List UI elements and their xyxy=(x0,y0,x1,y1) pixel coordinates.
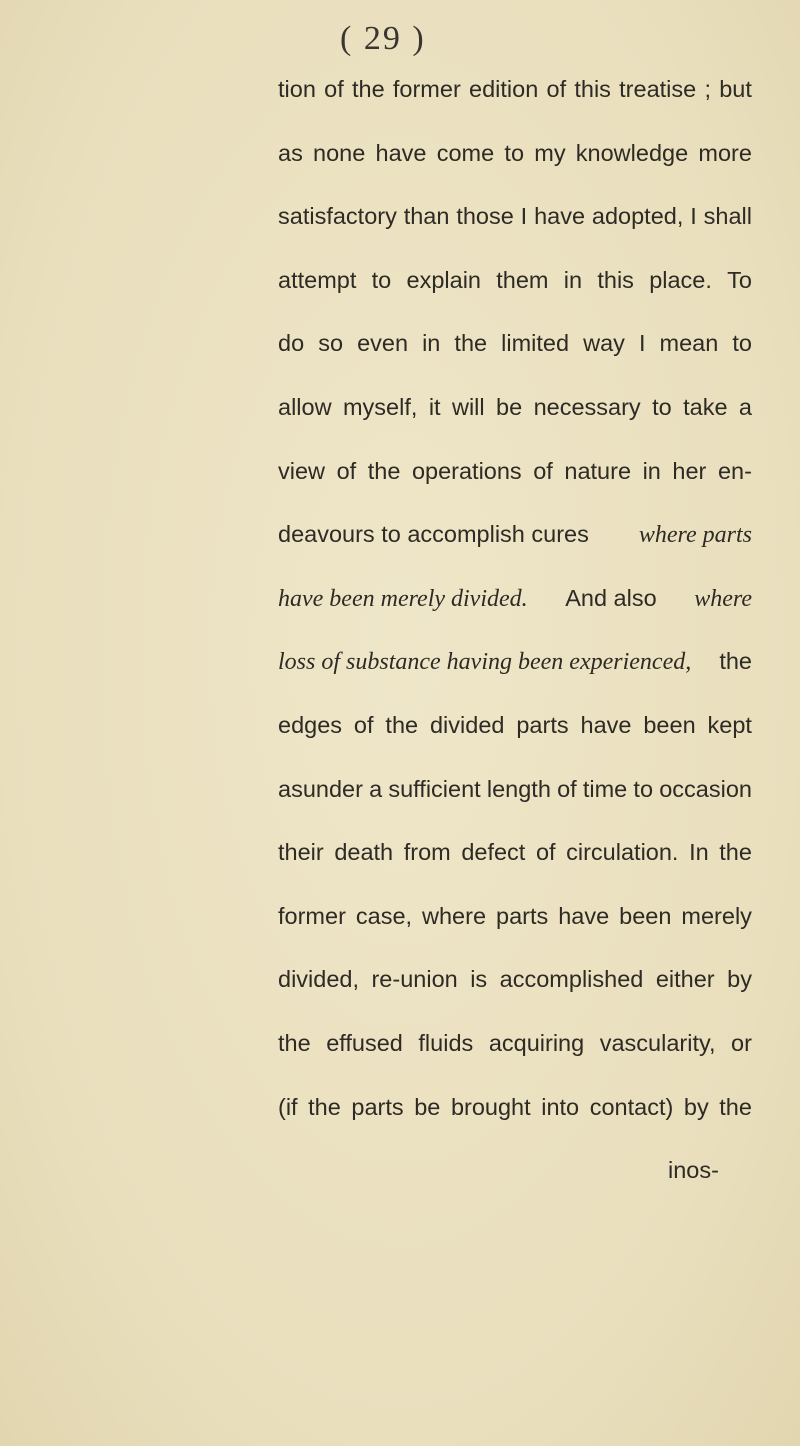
text-line-9-roman: And also xyxy=(565,585,657,611)
text-line-9 xyxy=(278,587,752,611)
text-line-6-content: allow myself, it will be necessary to take a xyxy=(278,394,752,420)
text-line-8-roman: deavours to accomplish cures xyxy=(278,521,589,547)
text-line-17-content: (if the parts be brought into contact) by the xyxy=(278,1094,752,1120)
text-line-12-content: asunder a sufficient length of time to occasion xyxy=(278,776,752,802)
text-line-14 xyxy=(278,905,752,929)
page-number-header: ( 29 ) xyxy=(340,20,426,57)
text-line-17 xyxy=(278,1096,752,1120)
text-line-6 xyxy=(278,396,752,420)
text-line-7-content: view of the operations of nature in her en- xyxy=(278,458,752,484)
text-line-12 xyxy=(278,778,752,802)
text-line-16-content: the effused fluids acquiring vascularity, or xyxy=(278,1030,752,1056)
text-line-8-italic: where parts xyxy=(638,522,752,548)
text-line-16 xyxy=(278,1032,752,1056)
text-line-1 xyxy=(278,78,752,102)
text-line-15-content: divided, re-union is accomplished either by xyxy=(278,966,752,992)
text-line-3-content: satisfactory than those I have adopted, I shall xyxy=(278,203,752,229)
text-line-13-content: their death from defect of circulation. In the xyxy=(278,839,752,865)
text-line-9-italic-end: where xyxy=(694,586,752,612)
text-line-14-content: former case, where parts have been merely xyxy=(278,903,752,929)
text-line-1-content: tion of the former edition of this treatise ; but xyxy=(278,76,752,102)
text-line-5 xyxy=(278,332,752,356)
text-line-2 xyxy=(278,142,752,166)
text-line-13 xyxy=(278,841,752,865)
text-line-10 xyxy=(278,650,752,674)
text-line-4-content: attempt to explain them in this place. To xyxy=(278,267,752,293)
text-line-2-content: as none have come to my knowledge more xyxy=(278,140,752,166)
text-line-10-italic: loss of substance having been experienced, xyxy=(278,649,692,675)
text-line-7 xyxy=(278,460,752,484)
text-line-4 xyxy=(278,269,752,293)
text-line-3 xyxy=(278,205,752,229)
text-line-5-content: do so even in the limited way I mean to xyxy=(278,330,752,356)
catchword: inos- xyxy=(668,1157,719,1183)
text-line-9-italic: have been merely divided. xyxy=(278,586,528,612)
text-line-11 xyxy=(278,714,752,738)
text-line-11-content: edges of the divided parts have been kept xyxy=(278,712,752,738)
text-line-15 xyxy=(278,968,752,992)
text-line-10-roman: the xyxy=(719,648,752,674)
text-line-8 xyxy=(278,523,752,547)
